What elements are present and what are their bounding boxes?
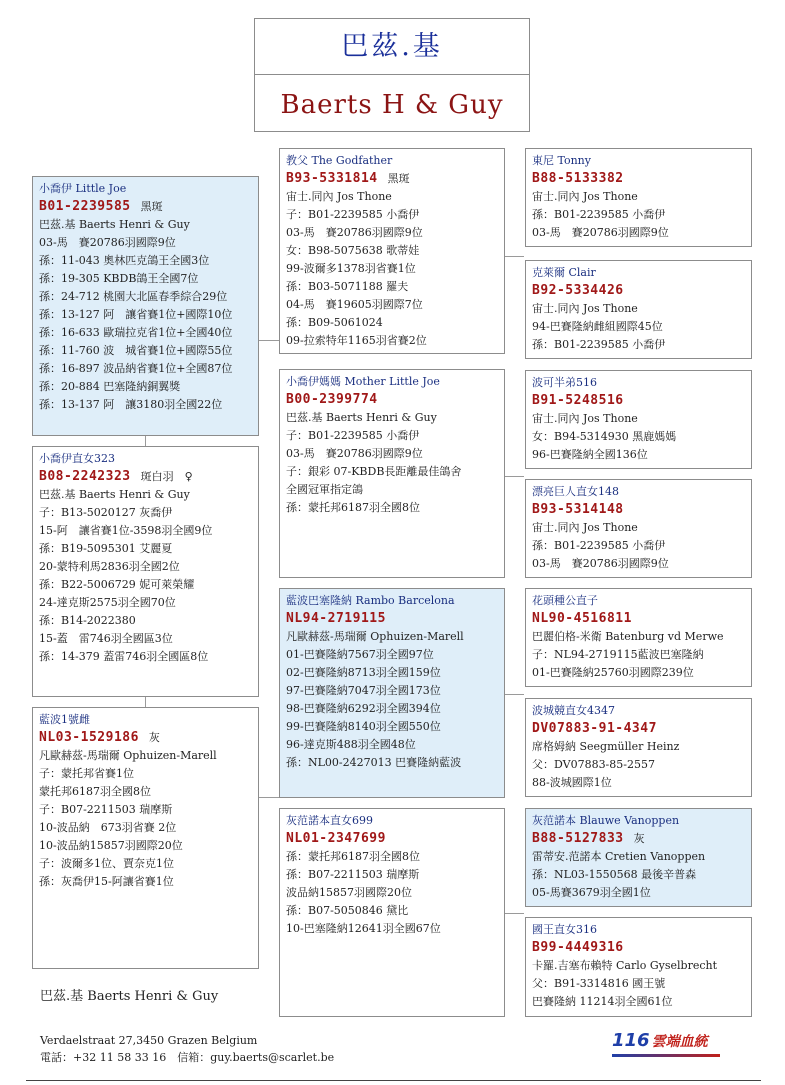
info-line: 10-巴塞隆納12641羽全國67位 — [286, 922, 441, 935]
info-line: 97-巴賽隆納7047羽全國173位 — [286, 684, 441, 697]
info-line: 孫：B01-2239585 小喬伊 — [532, 338, 666, 351]
info-line: 孫：B03-5071188 羅夫 — [286, 280, 409, 293]
ring-number: NL94-2719115 — [286, 611, 386, 626]
connector — [145, 697, 146, 707]
info-line: 孫：B09-5061024 — [286, 316, 383, 329]
info-line: 凡歐赫茲-馬瑞爾 Ophuizen-Marell — [39, 749, 217, 762]
connector — [504, 913, 524, 914]
info-line: 03-馬 賽20786羽國際9位 — [286, 447, 423, 460]
info-line: 孫：14-379 蓋雷746羽全國區8位 — [39, 650, 209, 663]
info-line: 24-達克斯2575羽全國70位 — [39, 596, 176, 609]
ring-number: DV07883-91-4347 — [532, 721, 657, 736]
info-line: 子：蒙托邦省賽1位 — [39, 767, 134, 780]
info-line: 96-達克斯488羽全國48位 — [286, 738, 416, 751]
sibling-box[interactable] — [32, 446, 259, 697]
ring-number: NL03-1529186 — [39, 730, 139, 745]
info-line: 女：B94-5314930 黑鹿媽媽 — [532, 430, 677, 443]
info-line: 孫：24-712 桃園大北區春季綜合29位 — [39, 290, 228, 303]
info-line: 02-巴賽隆納8713羽全國159位 — [286, 666, 441, 679]
owner-name: 巴茲.基 Baerts Henri & Guy — [40, 989, 219, 1004]
pigeon-name: 漂亮巨人直女148 — [532, 485, 619, 498]
info-line: 子：銀彩 07-KBDB長距離最佳鴿舍 — [286, 465, 462, 478]
ring-number: NL01-2347699 — [286, 831, 386, 846]
site-logo[interactable] — [612, 1030, 708, 1051]
info-line: 巴茲.基 Baerts Henri & Guy — [39, 218, 190, 231]
great-grandparent-box[interactable] — [525, 260, 752, 359]
info-line: 88-波城國際1位 — [532, 776, 612, 789]
color-tag: 灰 — [148, 731, 160, 744]
ring-number: B88-5133382 — [532, 171, 624, 186]
grandsire-box[interactable] — [279, 148, 505, 354]
ring-number: B01-2239585 — [39, 199, 131, 214]
address: Verdaelstraat 27,3450 Grazen Belgium — [40, 1034, 258, 1047]
info-line: 孫：20-884 巴塞隆納銅翼獎 — [39, 380, 181, 393]
info-line: 孫：13-127 阿 讓省賽1位+國際10位 — [39, 308, 233, 321]
info-line: 孫：NL03-1550568 最後辛普森 — [532, 868, 697, 881]
info-line: 15-阿 讓省賽1位-3598羽全國9位 — [39, 524, 213, 537]
info-line: 波品納15857羽國際20位 — [286, 886, 412, 899]
pigeon-name: 藍波1號雌 — [39, 713, 90, 726]
color-tag: 黑斑 — [140, 200, 163, 213]
info-line: 99-巴賽隆納8140羽全國550位 — [286, 720, 441, 733]
info-line: 宙士.同內 Jos Thone — [532, 412, 638, 425]
connector — [504, 694, 524, 695]
great-grandparent-box[interactable] — [525, 588, 752, 687]
pigeon-name: 波可半弟516 — [532, 376, 597, 389]
info-line: 孫：11-760 波 城省賽1位+國際55位 — [39, 344, 233, 357]
info-line: 94-巴賽隆納雌組國際45位 — [532, 320, 663, 333]
pigeon-name: 小喬伊媽媽 Mother Little Joe — [286, 375, 440, 388]
great-grandparent-box[interactable] — [525, 698, 752, 797]
granddam-box[interactable] — [279, 369, 505, 578]
ring-number: B91-5248516 — [532, 393, 624, 408]
info-line: 99-波爾多1378羽省賽1位 — [286, 262, 416, 275]
info-line: 孫：灰喬伊15-阿讓省賽1位 — [39, 875, 174, 888]
color-tag: 黑斑 — [387, 172, 410, 185]
ring-number: B99-4449316 — [532, 940, 624, 955]
info-line: 03-馬 賽20786羽國際9位 — [286, 226, 423, 239]
info-line: 15-蓋 雷746羽全國區3位 — [39, 632, 173, 645]
info-line: 子：B01-2239585 小喬伊 — [286, 208, 420, 221]
info-line: 父：DV07883-85-2557 — [532, 758, 655, 771]
connector — [258, 797, 279, 798]
ring-number: B88-5127833 — [532, 831, 624, 846]
pigeon-name: 花頭種公直子 — [532, 594, 598, 607]
pigeon-name: 藍波巴塞隆納 Rambo Barcelona — [286, 594, 455, 607]
title-english: Baerts H & Guy — [280, 90, 504, 120]
ring-number: B00-2399774 — [286, 392, 378, 407]
info-line: 子：B07-2211503 瑞摩斯 — [39, 803, 173, 816]
info-line: 孫：19-305 KBDB鴿王全國7位 — [39, 272, 199, 285]
info-line: 96-巴賽隆納全國136位 — [532, 448, 648, 461]
info-line: 孫：NL00-2427013 巴賽隆納藍波 — [286, 756, 462, 769]
color-tag: 灰 — [633, 832, 645, 845]
ring-number: B93-5314148 — [532, 502, 624, 517]
info-line: 席格姆納 Seegmüller Heinz — [532, 740, 680, 753]
connector — [504, 256, 524, 257]
info-line: 女：B98-5075638 歌蒂娃 — [286, 244, 420, 257]
info-line: 03-馬 賽20786羽國際9位 — [39, 236, 176, 249]
ring-number: B08-2242323 — [39, 469, 131, 484]
info-line: 子：B13-5020127 灰喬伊 — [39, 506, 173, 519]
connector — [504, 476, 524, 477]
pigeon-name: 灰范諾本直女699 — [286, 814, 373, 827]
info-line: 20-蒙特利馬2836羽全國2位 — [39, 560, 180, 573]
info-line: 孫：B22-5006729 妮可萊榮耀 — [39, 578, 195, 591]
pigeon-name: 小喬伊 Little Joe — [39, 182, 127, 195]
info-line: 孫：蒙托邦6187羽全國8位 — [286, 850, 420, 863]
pigeon-name: 克萊爾 Clair — [532, 266, 596, 279]
pigeon-name: 教父 The Godfather — [286, 154, 393, 167]
info-line: 巴茲.基 Baerts Henri & Guy — [39, 488, 190, 501]
pigeon-name: 國王直女316 — [532, 923, 597, 936]
info-line: 父：B91-3314816 國王號 — [532, 977, 666, 990]
logo-text: 雲端血統 — [651, 1034, 708, 1050]
great-grandparent-box[interactable] — [525, 808, 752, 907]
great-grandparent-box[interactable] — [525, 479, 752, 578]
ring-number: NL90-4516811 — [532, 611, 632, 626]
info-line: 孫：16-633 歐瑞拉克省1位+全國40位 — [39, 326, 233, 339]
info-line: 宙士.同內 Jos Thone — [532, 302, 638, 315]
info-line: 01-巴賽隆納25760羽國際239位 — [532, 666, 694, 679]
info-line: 孫：16-897 波品納省賽1位+全國87位 — [39, 362, 233, 375]
info-line: 凡歐赫茲-馬瑞爾 Ophuizen-Marell — [286, 630, 464, 643]
sire-box[interactable] — [32, 176, 259, 436]
logo-underline — [612, 1054, 720, 1057]
info-line: 宙士.同內 Jos Thone — [532, 521, 638, 534]
info-line: 98-巴賽隆納6292羽全國394位 — [286, 702, 441, 715]
info-line: 10-波品納15857羽國際20位 — [39, 839, 183, 852]
pigeon-name: 波城競直女4347 — [532, 704, 615, 717]
logo-number: 116 — [612, 1030, 650, 1051]
ring-number: B93-5331814 — [286, 171, 378, 186]
info-line: 05-馬賽3679羽全國1位 — [532, 886, 651, 899]
info-line: 04-馬 賽19605羽國際7位 — [286, 298, 423, 311]
connector — [145, 436, 146, 446]
pigeon-name: 灰范諾本 Blauwe Vanoppen — [532, 814, 680, 827]
info-line: 子：NL94-2719115藍波巴塞隆納 — [532, 648, 704, 661]
info-line: 巴茲.基 Baerts Henri & Guy — [286, 411, 437, 424]
great-grandparent-box[interactable] — [525, 148, 752, 247]
info-line: 宙士.同內 Jos Thone — [286, 190, 392, 203]
contact-info: 電話：+32 11 58 33 16 信箱：guy.baerts@scarlet.be — [40, 1051, 335, 1064]
info-line: 蒙托邦6187羽全國8位 — [39, 785, 151, 798]
info-line: 03-馬 賽20786羽國際9位 — [532, 557, 669, 570]
info-line: 孫：B07-5050846 黛比 — [286, 904, 409, 917]
info-line: 03-馬 賽20786羽國際9位 — [532, 226, 669, 239]
info-line: 雷蒂安.范諾本 Cretien Vanoppen — [532, 850, 706, 863]
info-line: 孫：13-137 阿 讓3180羽全國22位 — [39, 398, 223, 411]
info-line: 全國冠軍指定鴿 — [286, 483, 363, 496]
grandsire-box[interactable] — [279, 588, 505, 798]
contact-block — [40, 1032, 334, 1066]
info-line: 子：波爾多1位、賈奈克1位 — [39, 857, 174, 870]
granddam-box[interactable] — [279, 808, 505, 1017]
info-line: 巴賽隆納 11214羽全國61位 — [532, 995, 673, 1008]
info-line: 10-波品納 673羽省賽 2位 — [39, 821, 177, 834]
great-grandparent-box[interactable] — [525, 370, 752, 469]
info-line: 孫：蒙托邦6187羽全國8位 — [286, 501, 420, 514]
color-tag: 斑白羽 ♀ — [140, 470, 193, 483]
info-line: 09-拉索特年1165羽省賽2位 — [286, 334, 427, 347]
pigeon-name: 東尼 Tonny — [532, 154, 591, 167]
title-chinese: 巴茲.基 — [255, 19, 529, 75]
info-line: 孫：B01-2239585 小喬伊 — [532, 539, 666, 552]
info-line: 孫：11-043 奧林匹克鴿王全國3位 — [39, 254, 210, 267]
info-line: 子：B01-2239585 小喬伊 — [286, 429, 420, 442]
pedigree-title — [254, 18, 530, 132]
info-line: 孫：B14-2022380 — [39, 614, 136, 627]
info-line: 孫：B07-2211503 瑞摩斯 — [286, 868, 420, 881]
ring-number: B92-5334426 — [532, 283, 624, 298]
info-line: 孫：B19-5095301 艾麗夏 — [39, 542, 173, 555]
info-line: 卡羅.吉塞布賴特 Carlo Gyselbrecht — [532, 959, 718, 972]
info-line: 孫：B01-2239585 小喬伊 — [532, 208, 666, 221]
info-line: 宙士.同內 Jos Thone — [532, 190, 638, 203]
bottom-divider — [26, 1080, 761, 1081]
great-grandparent-box[interactable] — [525, 917, 752, 1017]
connector — [258, 340, 279, 341]
pigeon-name: 小喬伊直女323 — [39, 452, 115, 465]
info-line: 01-巴賽隆納7567羽全國97位 — [286, 648, 434, 661]
info-line: 巴麗伯格-米衛 Batenburg vd Merwe — [532, 630, 724, 643]
dam-box[interactable] — [32, 707, 259, 969]
